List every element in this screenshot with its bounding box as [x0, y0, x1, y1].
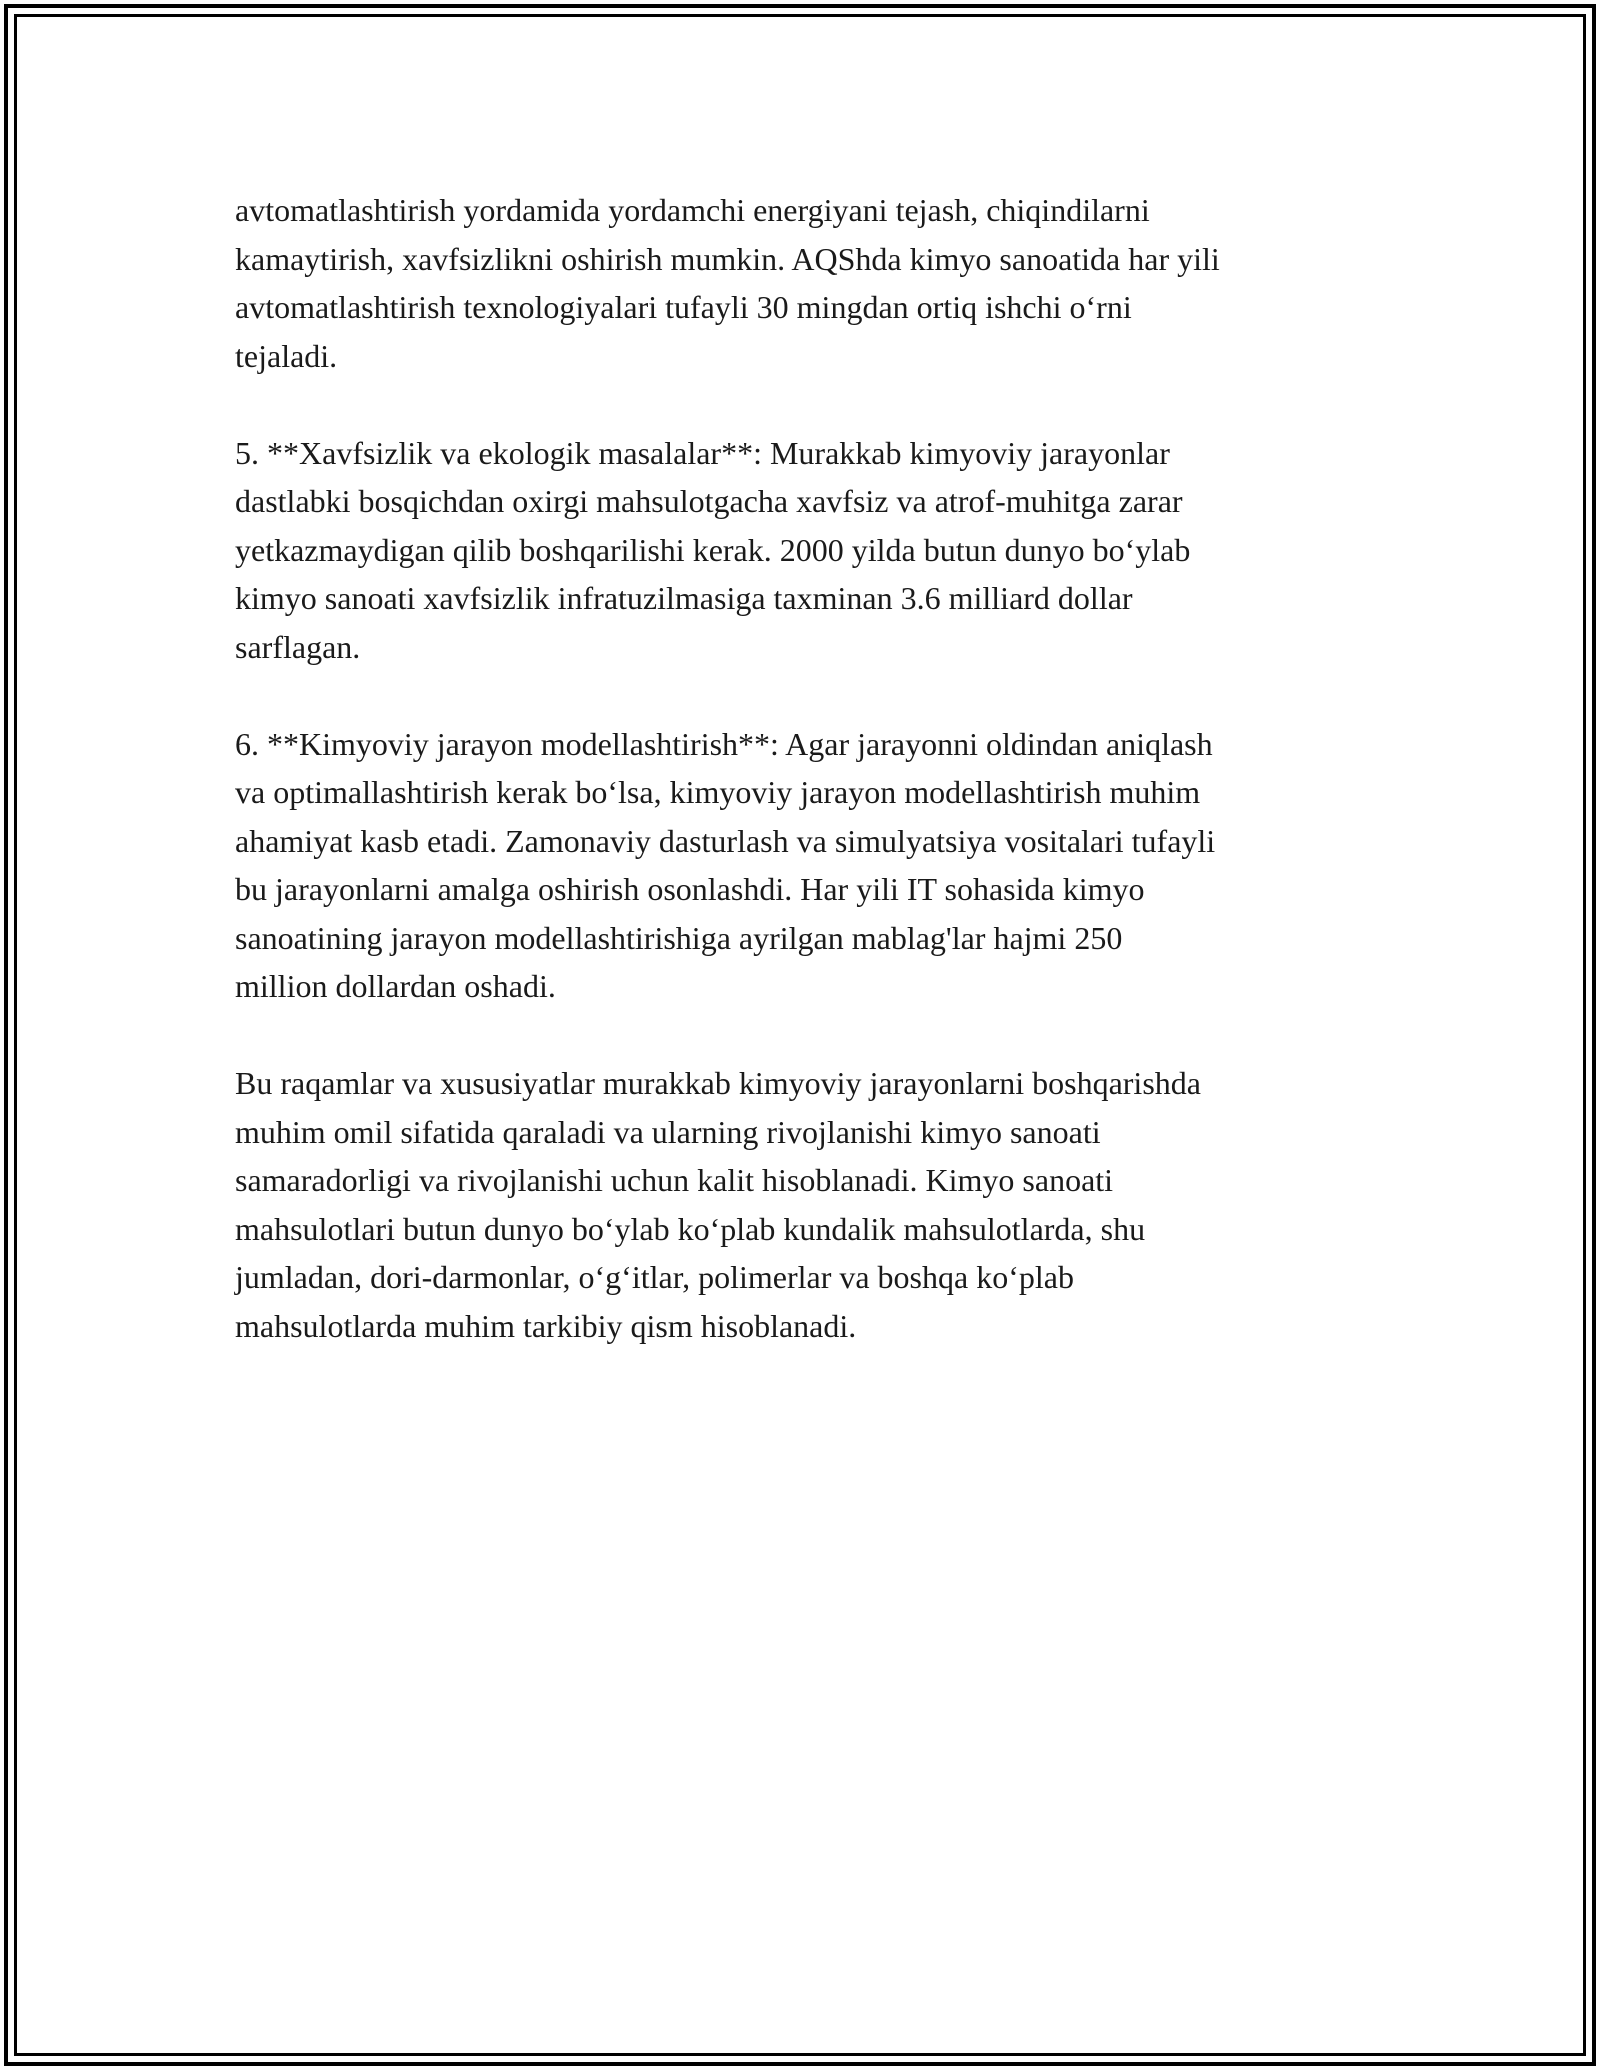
document-body: [235, 186, 1375, 1399]
paragraph-process-modeling: 6. **Kimyoviy jarayon modellashtirish**: Agar jarayonni oldindan aniqlash va optimallashtirish kerak boʻlsa, kimyoviy jarayon modellashtirish muhim ahamiyat kasb etadi. Zamonaviy dasturlash va simulyatsiya vositalari tufayli bu jarayonlarni amalga oshirish osonlashdi. Har yili IT sohasida kimyo sanoatining jarayon modellashtirishiga ayrilgan mablag'lar hajmi 250 million dollardan oshadi.: [235, 725, 1216, 1004]
paragraph-conclusion: Bu raqamlar va xususiyatlar murakkab kimyoviy jarayonlarni boshqarishda muhim omil sifatida qaraladi va ularning rivojlanishi kimyo sanoati samaradorligi va rivojlanishi uchun kalit hisoblanadi. Kimyo sanoati mahsulotlari butun dunyo boʻylab koʻplab kundalik mahsulotlarda, shu jumladan, dori-darmonlar, oʻgʻitlar, polimerlar va boshqa koʻplab mahsulotlarda muhim tarkibiy qism hisoblanadi.: [235, 1065, 1201, 1344]
paragraph-automation: avtomatlashtirish yordamida yordamchi energiyani tejash, chiqindilarni kamaytirish, xavfsizlikni oshirish mumkin. AQShda kimyo sanoatida har yili avtomatlashtirish texnologiyalari tufayli 30 mingdan ortiq ishchi oʻrni tejaladi.: [235, 192, 1220, 374]
paragraph-safety-ecology: 5. **Xavfsizlik va ekologik masalalar**: Murakkab kimyoviy jarayonlar dastlabki bosqichdan oxirgi mahsulotgacha xavfsiz va atrof-muhitga zarar yetkazmaydigan qilib boshqarilishi kerak. 2000 yilda butun dunyo boʻylab kimyo sanoati xavfsizlik infratuzilmasiga taxminan 3.6 milliard dollar sarflagan.: [235, 434, 1191, 665]
